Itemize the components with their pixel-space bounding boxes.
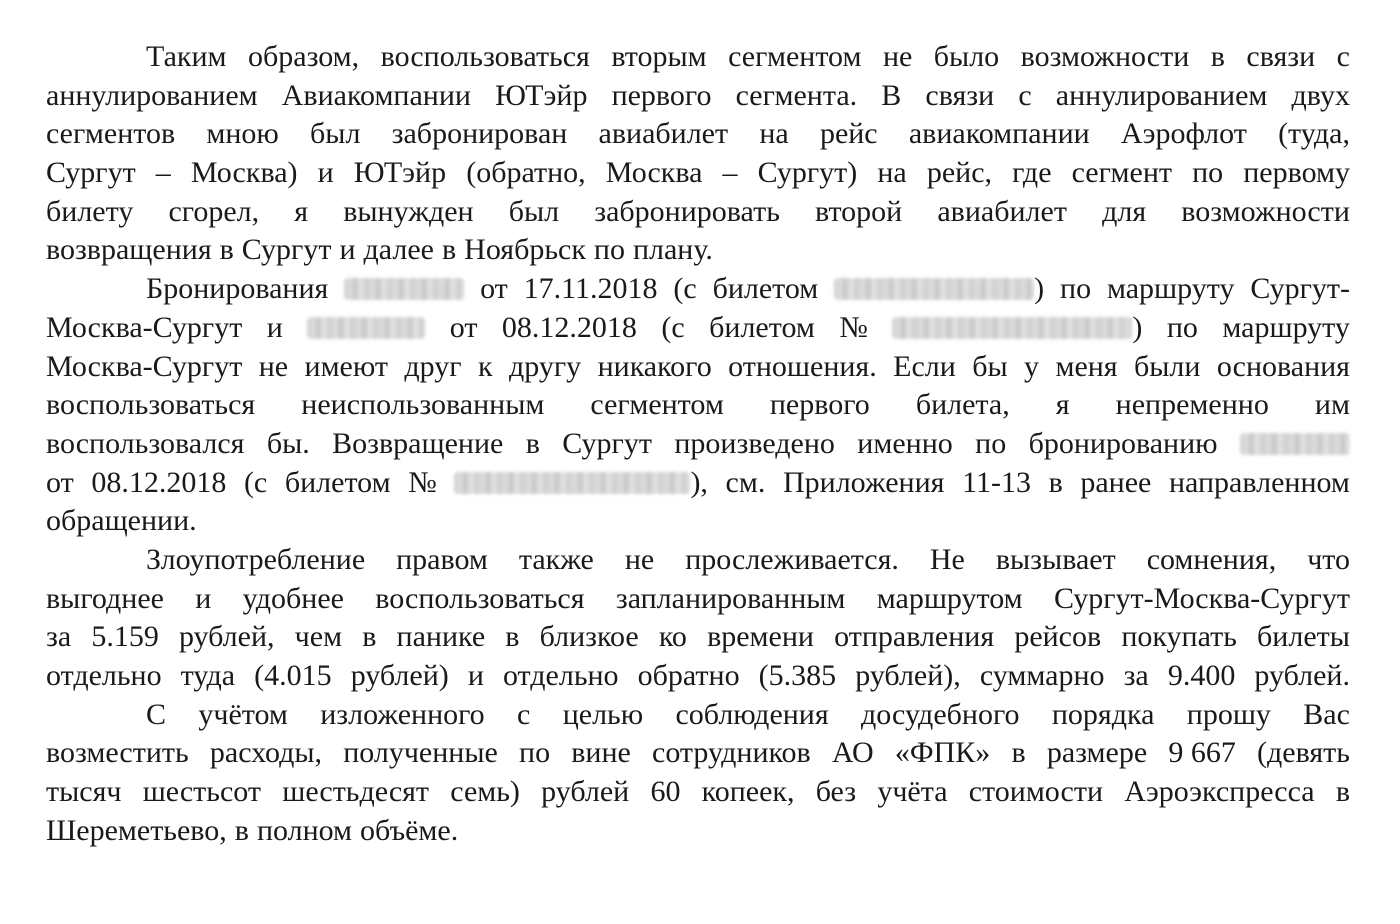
word: Сургут)	[757, 156, 858, 190]
word: Злоупотребление	[146, 542, 366, 576]
word: на	[759, 117, 789, 151]
word: –	[722, 156, 738, 190]
text-line	[46, 38, 1350, 77]
word: №	[839, 310, 868, 344]
word: в	[1335, 775, 1350, 809]
word: копеек,	[701, 775, 795, 809]
word: и	[467, 659, 484, 692]
word: запланированным	[615, 581, 846, 615]
word: сегмента.	[735, 78, 858, 112]
text-line	[46, 580, 1350, 619]
word: ),	[454, 464, 708, 503]
word: бы	[972, 349, 1008, 383]
word: рублей.	[1254, 659, 1350, 692]
word: авиакомпании	[908, 117, 1090, 151]
word: Москва)	[190, 156, 298, 190]
word: шестьсот	[142, 775, 261, 809]
redacted-number	[344, 278, 464, 300]
word: аннулированием	[1055, 78, 1268, 112]
word: правом	[396, 542, 488, 576]
word: связи	[925, 78, 995, 112]
word: билетом	[709, 310, 815, 344]
word: в	[219, 233, 234, 267]
word: (обратно,	[466, 156, 586, 190]
word: Сургут	[46, 156, 136, 190]
word: ЮТэйр	[495, 78, 588, 112]
word: Москва	[605, 156, 703, 190]
word: обращении.	[46, 504, 197, 538]
word: 08.12.2018	[91, 465, 227, 499]
word: расходы,	[209, 736, 323, 770]
word: вызывает	[995, 542, 1116, 576]
word: на	[877, 156, 907, 190]
word: маршрутом	[876, 581, 1023, 615]
word: возвращения	[46, 233, 212, 267]
word: с	[1018, 78, 1032, 112]
word: вторым	[611, 40, 707, 73]
word: порядка	[1051, 697, 1155, 731]
word: Сургут-	[1250, 272, 1350, 306]
word: Сургут	[241, 233, 332, 267]
word: им	[1314, 388, 1350, 422]
word: полученные	[343, 736, 498, 770]
word: по	[1060, 272, 1092, 306]
word: вынужден	[343, 194, 474, 228]
word: авиабилет	[937, 194, 1067, 228]
word: не	[624, 542, 655, 576]
word: воспользоваться	[46, 388, 256, 422]
word: где	[1012, 156, 1052, 190]
word: прошу	[1186, 697, 1271, 731]
word: целью	[562, 697, 644, 731]
word: в	[442, 233, 457, 267]
word: забронирован	[391, 117, 568, 151]
word: Таким	[146, 40, 227, 73]
word: учёта	[877, 775, 948, 809]
redacted-number	[834, 278, 1034, 300]
word: в	[362, 620, 377, 654]
word: по	[1166, 310, 1198, 344]
text-line	[46, 77, 1350, 116]
word: Авиакомпании	[281, 78, 471, 112]
word: аннулированием	[46, 78, 258, 112]
word: Москва-Сургут	[46, 349, 243, 383]
word: бы.	[266, 426, 310, 460]
word: первого	[769, 388, 870, 422]
word: в	[1048, 465, 1063, 499]
word: С	[146, 697, 167, 731]
word: Приложения	[782, 465, 945, 499]
word: маршруту	[1222, 310, 1350, 344]
word: шестьдесят	[282, 775, 430, 809]
paragraph-abuse-of-right	[46, 541, 1350, 696]
word: суммарно	[979, 659, 1105, 692]
word: соблюдения	[675, 697, 829, 731]
word: в	[505, 620, 520, 654]
word: отдельно	[502, 659, 619, 692]
word: забронировать	[594, 194, 780, 228]
word: с	[1336, 40, 1350, 73]
word: с	[517, 697, 531, 731]
text-line	[46, 541, 1350, 580]
word: возможности	[1020, 40, 1190, 73]
word: Аэрофлот	[1120, 117, 1247, 151]
word: возместить	[46, 736, 189, 770]
word: ранее	[1080, 465, 1152, 499]
text-line	[46, 657, 1350, 696]
word: времени	[707, 620, 814, 654]
word: направленном	[1168, 465, 1350, 499]
word: первого	[611, 78, 712, 112]
word: от	[480, 272, 508, 306]
text-line	[46, 231, 1350, 270]
word: отдельно	[46, 659, 162, 692]
word: по	[519, 736, 551, 770]
word: рублей	[541, 775, 630, 809]
word: досудебного	[861, 697, 1020, 731]
word: от	[46, 465, 74, 499]
word: я	[1055, 388, 1070, 422]
word: другу	[508, 349, 582, 383]
word: рейс	[819, 117, 878, 151]
word: возможности	[1181, 194, 1350, 228]
word: от	[449, 310, 478, 344]
word: воспользовался	[46, 426, 245, 460]
word: образом,	[247, 40, 360, 73]
word: имеют	[304, 349, 388, 383]
word: воспользоваться	[375, 581, 585, 615]
word: 08.12.2018	[501, 310, 637, 344]
word: (с	[673, 272, 697, 306]
word: рублей),	[855, 659, 961, 692]
word: полном	[256, 813, 353, 847]
redacted-number	[454, 472, 690, 494]
word: удобнее	[242, 581, 344, 615]
text-line	[46, 115, 1350, 154]
word: друг	[404, 349, 462, 383]
word: сегментом	[590, 388, 724, 422]
word: не	[258, 349, 289, 383]
word: 11-13	[962, 465, 1031, 499]
word: билета,	[915, 388, 1010, 422]
paragraph-request	[46, 696, 1350, 851]
word: Не	[929, 542, 965, 576]
paragraph-segment-usage	[46, 38, 1350, 270]
word: непременно	[1115, 388, 1269, 422]
word: панике	[396, 620, 486, 654]
word: «ФПК»	[894, 736, 991, 770]
word: вине	[571, 736, 631, 770]
word: авиабилет	[598, 117, 729, 151]
word: воспользоваться	[380, 40, 590, 73]
text-line	[46, 309, 1350, 348]
word: отношения.	[728, 349, 877, 383]
word: рейс,	[926, 156, 993, 190]
word: за	[1123, 659, 1149, 692]
word: по	[593, 233, 625, 267]
word: сегмент	[1071, 156, 1172, 190]
word: 17.11.2018	[523, 272, 658, 306]
word: ЮТэйр	[353, 156, 447, 190]
word: 5.159	[91, 620, 159, 654]
word: обратно	[637, 659, 740, 692]
word: Шереметьево,	[46, 813, 227, 847]
word: (с	[661, 310, 685, 344]
word: Бронирования	[146, 272, 329, 306]
word: основания	[1216, 349, 1350, 383]
word: стоимости	[968, 775, 1104, 809]
text-line	[46, 154, 1350, 193]
word: АО	[831, 736, 874, 770]
text-line	[46, 734, 1350, 773]
text-line	[46, 348, 1350, 387]
text-line	[46, 773, 1350, 812]
word: (5.385	[758, 659, 837, 692]
word: билетом	[284, 465, 391, 499]
word: туда	[180, 659, 236, 692]
word: (девять	[1257, 736, 1350, 770]
word: первому	[1243, 156, 1350, 190]
text-line	[46, 386, 1350, 425]
word: рублей,	[178, 620, 275, 654]
redacted-number	[1240, 433, 1350, 455]
word: прослеживается.	[685, 542, 899, 576]
word: не	[882, 40, 913, 73]
word: Если	[893, 349, 956, 383]
word: сегментов	[46, 117, 176, 151]
word: для	[1102, 194, 1147, 228]
word: был	[310, 117, 361, 151]
word: )	[834, 270, 1044, 309]
word: в	[1210, 40, 1225, 73]
text-line	[46, 696, 1350, 735]
word: второй	[815, 194, 903, 228]
redacted-number	[892, 317, 1132, 339]
word: №	[408, 465, 437, 499]
word: никакого	[597, 349, 712, 383]
word: без	[815, 775, 857, 809]
word: изложенного	[320, 697, 485, 731]
word: отправления	[834, 620, 995, 654]
word: семь)	[450, 775, 520, 809]
word: меня	[1055, 349, 1118, 383]
text-line	[46, 812, 1350, 851]
word: двух	[1291, 78, 1350, 112]
word: размере	[1046, 736, 1148, 770]
text-line	[46, 502, 1350, 541]
word: рублей)	[350, 659, 449, 692]
word: В	[881, 78, 902, 112]
word: плану.	[632, 233, 713, 267]
word: учётом	[198, 697, 288, 731]
word: тысяч	[46, 775, 122, 809]
word: близкое	[539, 620, 639, 654]
word: см.	[725, 465, 766, 499]
word: и	[195, 581, 212, 615]
word: мною	[206, 117, 279, 151]
word: и	[266, 310, 283, 344]
word: бронированию	[1028, 426, 1218, 460]
word: далее	[363, 233, 434, 267]
word: 9.400	[1167, 659, 1236, 692]
word: Вас	[1303, 697, 1350, 731]
word: связи	[1246, 40, 1316, 73]
word: произведено	[674, 426, 835, 460]
word: Аэроэкспресса	[1124, 775, 1315, 809]
word: ко	[658, 620, 687, 654]
word: (туда,	[1278, 117, 1350, 151]
word: )	[892, 309, 1142, 348]
word: сегментом	[728, 40, 862, 73]
word: (4.015	[254, 659, 332, 692]
word: были	[1134, 349, 1201, 383]
word: 60	[650, 775, 681, 809]
word: 9 667	[1168, 736, 1236, 770]
word: к	[478, 349, 493, 383]
text-line	[46, 425, 1350, 464]
word: что	[1307, 542, 1350, 576]
word: Сургут	[562, 426, 652, 460]
word: по	[975, 426, 1007, 460]
word: именно	[857, 426, 953, 460]
word: Сургут-Москва-Сургут	[1053, 581, 1350, 615]
redacted-number	[307, 317, 425, 339]
word: в	[525, 426, 540, 460]
word: был	[508, 194, 560, 228]
word: (с	[243, 465, 268, 499]
text-line	[46, 464, 1350, 503]
word: и	[339, 233, 356, 267]
word: билету	[46, 194, 134, 228]
word: объёме.	[360, 813, 459, 847]
word: рейсов	[1014, 620, 1102, 654]
word: Москва-Сургут	[46, 310, 243, 344]
word: по	[1192, 156, 1224, 190]
word: билетом	[712, 272, 819, 306]
letter-body	[46, 38, 1350, 850]
text-line	[46, 618, 1350, 657]
paragraph-bookings	[46, 270, 1350, 541]
word: маршруту	[1106, 272, 1235, 306]
word: сотрудников	[652, 736, 811, 770]
word: сомнения,	[1146, 542, 1277, 576]
word: чем	[294, 620, 343, 654]
word: за	[46, 620, 72, 654]
word: и	[317, 156, 334, 190]
word: сгорел,	[168, 194, 260, 228]
text-line	[46, 270, 1350, 309]
word: было	[933, 40, 1000, 73]
word	[1240, 425, 1350, 464]
word: выгоднее	[46, 581, 164, 615]
word: также	[518, 542, 594, 576]
word	[344, 270, 464, 309]
word: Возвращение	[332, 426, 504, 460]
word: покупать	[1121, 620, 1237, 654]
word: билеты	[1257, 620, 1350, 654]
word: у	[1024, 349, 1040, 383]
text-line	[46, 193, 1350, 232]
word	[307, 309, 425, 348]
word: в	[234, 813, 249, 847]
word: в	[1011, 736, 1026, 770]
word: неиспользованным	[301, 388, 545, 422]
word: я	[294, 194, 309, 228]
word: –	[155, 156, 171, 190]
word: Ноябрьск	[464, 233, 586, 267]
